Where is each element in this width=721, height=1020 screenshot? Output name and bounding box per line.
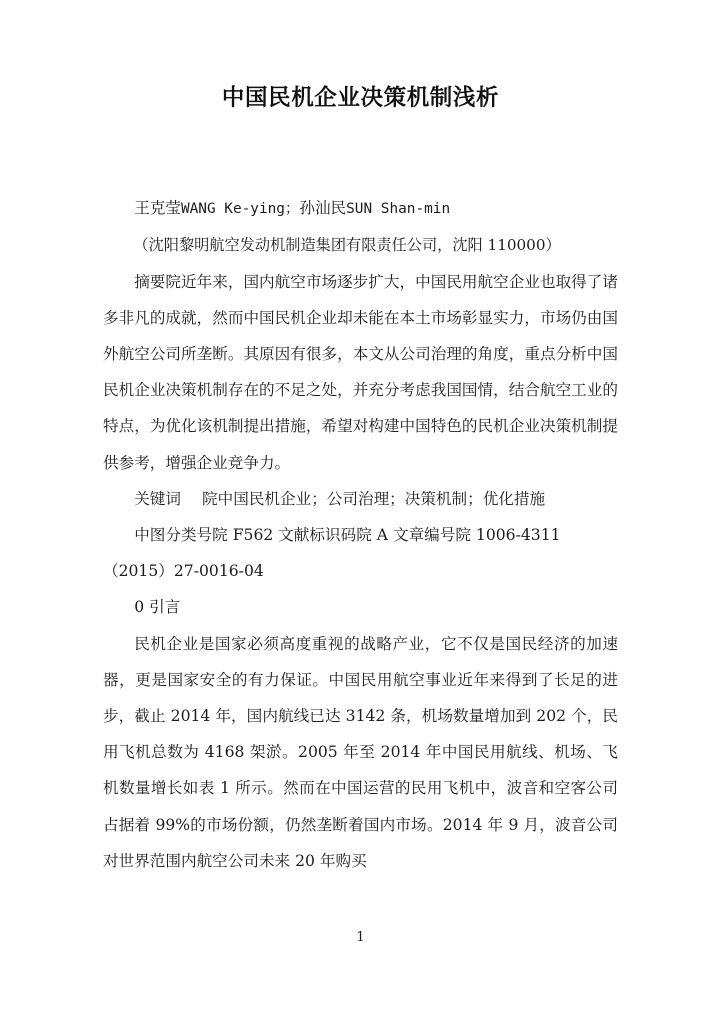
title-spacer [103, 112, 618, 190]
section-heading-introduction: 0 引言 [134, 598, 181, 617]
author-name-cn-2: 孙汕民 [299, 199, 347, 218]
author-line [103, 190, 618, 227]
article-id-continuation: （2015）27-0016-04 [103, 562, 264, 581]
abstract-paragraph [103, 264, 618, 481]
clc-text: 中图分类号院 F562 文献标识码院 A 文章编号院 1006-4311 [134, 525, 561, 544]
author-name-en-2: SUN Shan-min [346, 201, 451, 218]
abstract-text: 近年来，国内航空市场逐步扩大，中国民用航空企业也取得了诸多非凡的成就，然而中国民机企业却未能在本土市场彰显实力，市场仍由国外航空公司所垄断。其原因有很多，本文从公司治理的角度，重点分析中国民机企业决策机制存在的不足之处，并充分考虑我国国情，结合航空工业的特点，为优化该机制提出措施，希望对构建中国特色的民机企业决策机制提供参考，增强企业竞争力。 [103, 272, 618, 472]
author-name-en-1: WANG Ke-ying； [180, 201, 300, 218]
body-paragraph-1: 民机企业是国家必须高度重视的战略产业，它不仅是国民经济的加速器，更是国家安全的有力保证。中国民用航空事业近年来得到了长足的进步，截止 2014 年，国内航线已达 3142 条，机场数量增加到 202 个，民用飞机总数为 4168 架淤。2005 年至 2014 年中国民用航线、机场、飞机数量增长如表 1 所示。然而在中国运营的民用飞机中，波音和空客公司占据着 99%的市场份额，仍然垄断着国内市场。2014 年 9 月，波音公司对世界范围内航空公司未来 20 年购买 [103, 634, 618, 870]
author-name-cn-1: 王克莹 [134, 199, 181, 218]
page-number: 1 [356, 930, 365, 945]
affiliation-line: （沈阳黎明航空发动机制造集团有限责任公司，沈阳 110000） [133, 236, 561, 255]
keywords-text: 院中国民机企业；公司治理；决策机制；优化措施 [202, 489, 546, 508]
clc-line [103, 517, 618, 553]
keywords-label: 关键词 [134, 489, 181, 508]
page-content [103, 0, 618, 879]
abstract-label: 摘要院 [134, 272, 182, 291]
keywords-line [103, 481, 618, 517]
page-title: 中国民机企业决策机制浅析 [221, 85, 500, 111]
